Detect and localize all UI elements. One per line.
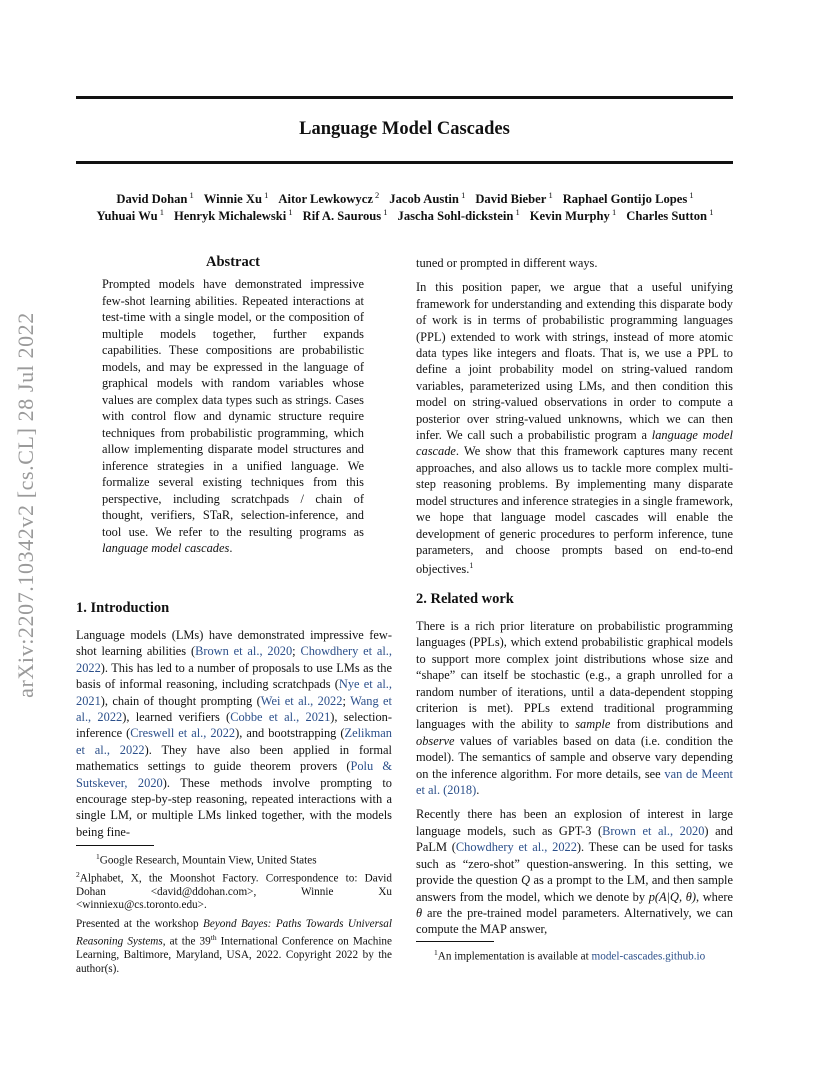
author-line-1 (60, 190, 750, 207)
author-name: Kevin Murphy $^1$ (529, 207, 617, 224)
citation-brown-2020[interactable]: Brown et al., 2020 (195, 644, 293, 659)
italic-term-cascade: language model cascade (416, 428, 734, 459)
citation-chowdhery-2022[interactable]: Chowdhery et al., 2022 (76, 644, 393, 675)
author-name: David Dohan $^1$ (116, 190, 194, 207)
affiliation-2: Alphabet, X, the Moonshot Factory. Correspondence to: David Dohan <david@ddohan.com>, Winnie Xu <winniexu@cs.toronto.edu>. (76, 872, 392, 912)
intro-continuation: tuned or prompted in different ways. (416, 256, 598, 270)
author-name: Charles Sutton $^1$ (626, 207, 714, 224)
arxiv-stamp-text: arXiv:2207.10342v2 [cs.CL] 28 Jul 2022 (13, 312, 38, 698)
author-name: Yuhuai Wu $^1$ (96, 207, 164, 224)
abstract-end: . (229, 541, 233, 555)
citation-creswell-2022[interactable]: Creswell et al., 2022 (130, 726, 236, 741)
footnote-rule-left (76, 845, 154, 846)
paper-title: Language Model Cascades (299, 119, 510, 139)
section-heading-related-work: 2. Related work (416, 591, 514, 607)
affiliation-1: Google Research, Mountain View, United States (99, 854, 317, 867)
author-line-2 (60, 207, 750, 224)
author-name: Jacob Austin $^1$ (389, 190, 466, 207)
related-work-text (416, 618, 733, 944)
related-paragraph-2: Recently there has been an explosion of interest in large language models, such as GPT-3 (Brown et al., 2020) and PaLM (Chowdhery et al., 2022). These can be used for tasks such as “zero-shot” question-answering. In this setting, we provide the question Q as a prompt to the LM, and then sample answers from the model, which we denote by p(A|Q, θ), where θ are the pre-trained model parameters. Alternatively, we can compute the MAP answer, (416, 807, 734, 937)
abstract-heading: Abstract (206, 254, 260, 270)
footnote-workshop: Presented at the workshop Beyond Bayes: Paths Towards Universal Reasoning Systems, at the 39th International Conference on Machine Learning, Baltimore, Maryland, USA, 2022. Copyright 2022 by the author(s). (76, 918, 392, 975)
author-name: Henryk Michalewski $^1$ (173, 207, 293, 224)
author-name: Raphael Gontijo Lopes $^1$ (562, 190, 694, 207)
abstract-body: Prompted models have demonstrated impressive few-shot learning abilities. Repeated interactions at test-time with a single model, or the composition of multiple models together, further expands capabilities. These compositions are probabilistic models, and may be expressed in the language of graphical models with random variables whose values are complex data types such as strings. Cases with control flow and dynamic structure require techniques from probabilistic programming, which allow implementing disparate model structures and inference strategies in a unified language. We formalize several existing techniques from this perspective, including scratchpads / chain of thought, verifiers, STaR, selection-inference, and tool use. We refer to the resulting programs as (102, 277, 364, 539)
citation-wang-2022[interactable]: Wang et al., 2022 (76, 693, 392, 725)
arxiv-stamp (6, 270, 46, 740)
citation-van-de-meent-2018[interactable]: van de Meent et al. (2018) (416, 766, 734, 798)
author-name: Rif A. Saurous $^1$ (302, 207, 388, 224)
implementation-link[interactable]: model-cascades.github.io (591, 950, 706, 963)
author-name: Jascha Sohl-dickstein $^1$ (397, 207, 520, 224)
title-top-rule (76, 96, 733, 99)
title-bottom-rule (76, 161, 733, 164)
citation-polu-2020[interactable]: Polu & Sutskever, 2020 (76, 759, 392, 790)
footnote-marker-1[interactable]: 1 (469, 561, 474, 571)
intro-paragraph-2: In this position paper, we argue that a useful unifying framework for understanding and extending this disparate body of work is in terms of probabilistic programming languages (PPL) extended to work with strings, instead of more atomic data types like integers and floats. That is, we use a PPL to define a joint probability model on string-valued random variables, parameterized using LMs, and then condition this model on string-valued observations in order to compute a posterior over string-valued unknowns, which we can then infer. We call such a probabilistic program a language model cascade. We show that this framework captures many recent approaches, and also allows us to tackle more complex multi-step reasoning problems. By implementing many disparate model structures and inference strategies in a single framework, we hope that language model cascades will enable the development of generic procedures to perform inference, tune parameters, and choose prompts based on end-to-end objectives.$^1$ (416, 280, 734, 577)
footnote-affiliations: $^1$Google Research, Mountain View, United States $^2$Alphabet, X, the Moonshot Factory. Correspondence to: David Dohan <david@ddohan.com>, Winnie Xu <winniexu@cs.toronto.edu>. (76, 852, 392, 912)
citation-wei-2022[interactable]: Wei et al., 2022 (260, 693, 343, 708)
author-name: Aitor Lewkowycz $^2$ (278, 190, 380, 207)
citation-nye-2021[interactable]: Nye et al., 2021 (76, 677, 392, 708)
citation-zelikman-2022[interactable]: Zelikman et al., 2022 (76, 726, 392, 757)
citation-cobbe-2021[interactable]: Cobbe et al., 2021 (230, 710, 331, 725)
abstract-text (102, 276, 364, 557)
footnote-implementation: $^1$An implementation is available at model-cascades.github.io (434, 948, 706, 963)
right-column-intro-text (416, 255, 733, 584)
related-paragraph-1: There is a rich prior literature on probabilistic programming languages (PPLs), which extend probabilistic graphical models to support more complex joint distributions whose size and “shape” can itself be stochastic (e.g., a graph unrolled for a random number of iterations, until a data-dependent stopping criterion is met). PPLs extend traditional programming languages with the ability to sample from distributions and observe values of variables based on data (i.e. condition the model). The semantics of sample and observe vary depending on the inference algorithm. For more details, see van de Meent et al. (2018). (416, 619, 734, 798)
intro-paragraph-1: Language models (LMs) have demonstrated impressive few-shot learning abilities (Brown et al., 2020; Chowdhery et al., 2022). This has led to a number of proposals to use LMs as the basis of informal reasoning, including scratchpads (Nye et al., 2021), chain of thought prompting (Wei et al., 2022; Wang et al., 2022), learned verifiers (Cobbe et al., 2021), selection-inference (Creswell et al., 2022), and bootstrapping (Zelikman et al., 2022). They have also been applied in formal mathematics settings to guide theorem provers (Polu & Sutskever, 2020). These methods involve prompting to encourage step-by-step reasoning, repeated interactions with a single LM, or multiple LMs linked together, with the models being fine- (76, 628, 393, 839)
citation-chowdhery-2022-b[interactable]: Chowdhery et al., 2022 (455, 840, 577, 855)
abstract-italic-term: language model cascades (102, 541, 230, 555)
section-heading-introduction: 1. Introduction (76, 600, 170, 616)
author-name: David Bieber $^1$ (475, 190, 553, 207)
workshop-name: Beyond Bayes: Paths Towards Universal Reasoning Systems (76, 918, 392, 949)
citation-brown-2020-b[interactable]: Brown et al., 2020 (602, 823, 705, 838)
footnote-rule-right (416, 941, 494, 942)
author-name: Winnie Xu $^1$ (203, 190, 269, 207)
introduction-text (76, 627, 392, 846)
